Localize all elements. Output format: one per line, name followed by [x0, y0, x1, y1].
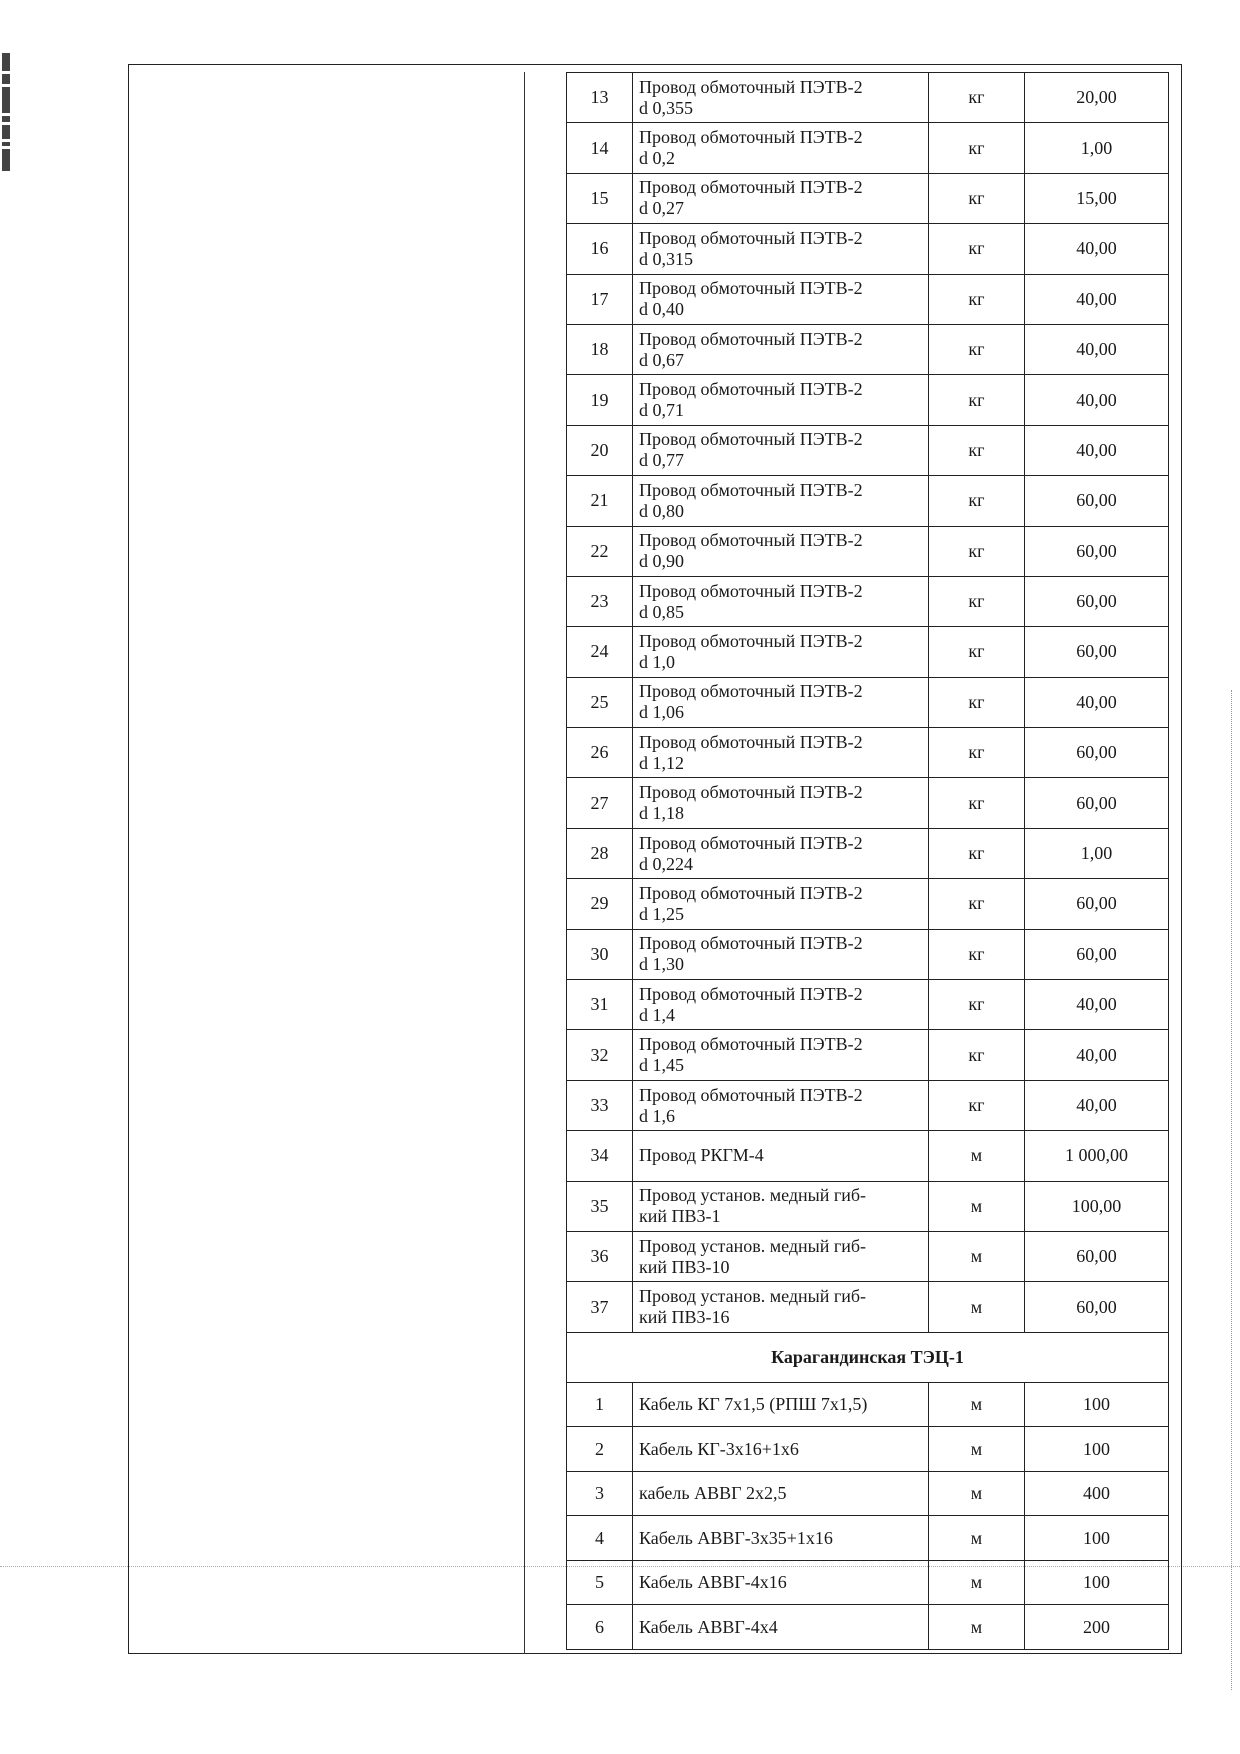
row-number: 2	[567, 1427, 633, 1472]
row-quantity: 60,00	[1025, 576, 1169, 626]
table-row	[567, 425, 1169, 475]
row-name-line1: Провод РКГМ-4	[639, 1145, 764, 1166]
scan-edge-dots-right	[1231, 690, 1234, 1690]
row-name-line2: d 0,40	[639, 299, 684, 320]
row-name	[633, 274, 929, 324]
row-unit: кг	[929, 476, 1025, 526]
row-number: 14	[567, 123, 633, 173]
row-name-line2: d 1,4	[639, 1004, 675, 1025]
row-number: 35	[567, 1181, 633, 1231]
row-name-line2: d 0,315	[639, 248, 693, 269]
scan-edge-marks	[0, 50, 12, 350]
row-name	[633, 980, 929, 1030]
row-unit: кг	[929, 1080, 1025, 1130]
row-name	[633, 677, 929, 727]
row-name-line1: Провод обмоточный ПЭТВ-2	[639, 1034, 863, 1055]
row-quantity: 60,00	[1025, 728, 1169, 778]
row-unit: м	[929, 1282, 1025, 1332]
table-row	[567, 980, 1169, 1030]
row-name-line2: d 1,6	[639, 1105, 675, 1126]
row-name	[633, 828, 929, 878]
row-quantity: 60,00	[1025, 1282, 1169, 1332]
row-name-line2: кий ПВ3-16	[639, 1307, 730, 1328]
row-name	[633, 1282, 929, 1332]
row-quantity: 40,00	[1025, 375, 1169, 425]
row-name-line2: d 0,27	[639, 198, 684, 219]
row-unit: кг	[929, 1030, 1025, 1080]
row-number: 24	[567, 627, 633, 677]
row-name	[633, 1030, 929, 1080]
row-unit: кг	[929, 728, 1025, 778]
row-quantity: 60,00	[1025, 778, 1169, 828]
row-name	[633, 627, 929, 677]
row-name-line2: d 1,12	[639, 752, 684, 773]
row-number: 4	[567, 1516, 633, 1561]
row-name: Кабель АВВГ-4х4	[633, 1605, 929, 1650]
row-unit: кг	[929, 929, 1025, 979]
section-title: Карагандинская ТЭЦ-1	[567, 1332, 1169, 1382]
row-number: 23	[567, 576, 633, 626]
row-quantity: 100	[1025, 1382, 1169, 1427]
row-name	[633, 728, 929, 778]
row-name	[633, 929, 929, 979]
row-quantity: 40,00	[1025, 980, 1169, 1030]
row-number: 21	[567, 476, 633, 526]
table-row	[567, 1382, 1169, 1427]
row-number: 16	[567, 224, 633, 274]
row-quantity: 40,00	[1025, 1030, 1169, 1080]
row-quantity: 40,00	[1025, 274, 1169, 324]
table-row	[567, 476, 1169, 526]
row-number: 37	[567, 1282, 633, 1332]
row-quantity: 60,00	[1025, 526, 1169, 576]
row-unit: кг	[929, 123, 1025, 173]
row-name: Кабель КГ-3х16+1х6	[633, 1427, 929, 1472]
row-quantity: 100	[1025, 1560, 1169, 1605]
table-row	[567, 576, 1169, 626]
row-number: 17	[567, 274, 633, 324]
row-unit: кг	[929, 274, 1025, 324]
row-name-line2: d 1,30	[639, 954, 684, 975]
row-name-line2: d 0,355	[639, 97, 693, 118]
row-quantity: 40,00	[1025, 324, 1169, 374]
row-name-line2: d 0,67	[639, 349, 684, 370]
table-row	[567, 929, 1169, 979]
row-unit: м	[929, 1605, 1025, 1650]
table-row	[567, 1282, 1169, 1332]
row-name-line1: Провод обмоточный ПЭТВ-2	[639, 1084, 863, 1105]
row-name-line2: кий ПВ3-1	[639, 1206, 721, 1227]
table-row	[567, 677, 1169, 727]
row-name	[633, 425, 929, 475]
row-number: 5	[567, 1560, 633, 1605]
row-number: 15	[567, 173, 633, 223]
table-row	[567, 1231, 1169, 1281]
row-number: 25	[567, 677, 633, 727]
row-number: 26	[567, 728, 633, 778]
row-quantity: 60,00	[1025, 476, 1169, 526]
row-name-line1: Провод обмоточный ПЭТВ-2	[639, 76, 863, 97]
row-name	[633, 1181, 929, 1231]
row-name: Кабель АВВГ-3х35+1х16	[633, 1516, 929, 1561]
row-name-line1: Провод обмоточный ПЭТВ-2	[639, 983, 863, 1004]
row-name-line1: Провод обмоточный ПЭТВ-2	[639, 731, 863, 752]
table-row	[567, 1181, 1169, 1231]
row-quantity: 40,00	[1025, 677, 1169, 727]
table-row	[567, 173, 1169, 223]
row-quantity: 15,00	[1025, 173, 1169, 223]
row-number: 33	[567, 1080, 633, 1130]
row-name-line1: Провод обмоточный ПЭТВ-2	[639, 127, 863, 148]
row-name-line2: d 0,80	[639, 500, 684, 521]
row-quantity: 40,00	[1025, 224, 1169, 274]
row-name: кабель АВВГ 2х2,5	[633, 1471, 929, 1516]
row-name-line1: Провод установ. медный гиб-	[639, 1286, 867, 1307]
row-unit: кг	[929, 576, 1025, 626]
table-row	[567, 1471, 1169, 1516]
inner-column-divider	[524, 72, 525, 1654]
row-number: 34	[567, 1131, 633, 1181]
row-quantity: 1,00	[1025, 828, 1169, 878]
row-name	[633, 375, 929, 425]
table-row	[567, 224, 1169, 274]
table-body-part2	[567, 1382, 1169, 1649]
row-unit: м	[929, 1382, 1025, 1427]
items-table-wrapper	[566, 72, 1168, 1650]
row-name	[633, 224, 929, 274]
row-name	[633, 73, 929, 123]
row-quantity: 60,00	[1025, 879, 1169, 929]
row-unit: кг	[929, 828, 1025, 878]
row-number: 3	[567, 1471, 633, 1516]
row-quantity: 60,00	[1025, 929, 1169, 979]
row-name-line1: Провод обмоточный ПЭТВ-2	[639, 933, 863, 954]
row-number: 20	[567, 425, 633, 475]
table-row	[567, 1560, 1169, 1605]
row-unit: кг	[929, 324, 1025, 374]
row-name	[633, 778, 929, 828]
row-unit: кг	[929, 173, 1025, 223]
row-name-line1: Провод обмоточный ПЭТВ-2	[639, 429, 863, 450]
row-number: 27	[567, 778, 633, 828]
table-row	[567, 1080, 1169, 1130]
row-name-line2: d 0,90	[639, 551, 684, 572]
row-name-line1: Провод обмоточный ПЭТВ-2	[639, 479, 863, 500]
row-unit: м	[929, 1131, 1025, 1181]
row-unit: кг	[929, 778, 1025, 828]
table-row	[567, 1030, 1169, 1080]
row-unit: кг	[929, 73, 1025, 123]
row-name	[633, 173, 929, 223]
row-name-line1: Провод обмоточный ПЭТВ-2	[639, 882, 863, 903]
table-row	[567, 1427, 1169, 1472]
row-unit: м	[929, 1560, 1025, 1605]
table-row	[567, 879, 1169, 929]
row-number: 31	[567, 980, 633, 1030]
row-number: 29	[567, 879, 633, 929]
row-name-line2: d 1,45	[639, 1055, 684, 1076]
row-number: 1	[567, 1382, 633, 1427]
row-unit: м	[929, 1181, 1025, 1231]
row-quantity: 60,00	[1025, 627, 1169, 677]
table-body-part1	[567, 73, 1169, 1333]
row-name-line1: Провод обмоточный ПЭТВ-2	[639, 379, 863, 400]
row-unit: кг	[929, 879, 1025, 929]
row-quantity: 100	[1025, 1516, 1169, 1561]
row-number: 6	[567, 1605, 633, 1650]
items-table	[566, 72, 1169, 1650]
row-name-line2: d 1,0	[639, 651, 675, 672]
section-row	[567, 1332, 1169, 1382]
row-name-line1: Провод обмоточный ПЭТВ-2	[639, 832, 863, 853]
row-name-line1: Провод обмоточный ПЭТВ-2	[639, 580, 863, 601]
row-name-line2: d 0,71	[639, 400, 684, 421]
row-name-line1: Провод обмоточный ПЭТВ-2	[639, 681, 863, 702]
row-name-line2: d 1,06	[639, 702, 684, 723]
table-row	[567, 778, 1169, 828]
row-name-line2: d 0,224	[639, 853, 693, 874]
row-name-line2: d 1,18	[639, 803, 684, 824]
row-unit: кг	[929, 375, 1025, 425]
table-row	[567, 274, 1169, 324]
row-number: 19	[567, 375, 633, 425]
row-name: Кабель АВВГ-4х16	[633, 1560, 929, 1605]
row-unit: м	[929, 1471, 1025, 1516]
table-row	[567, 375, 1169, 425]
row-name-line1: Провод обмоточный ПЭТВ-2	[639, 530, 863, 551]
row-quantity: 1,00	[1025, 123, 1169, 173]
row-name-line1: Провод обмоточный ПЭТВ-2	[639, 630, 863, 651]
row-number: 32	[567, 1030, 633, 1080]
row-name	[633, 1231, 929, 1281]
row-unit: кг	[929, 980, 1025, 1030]
row-number: 18	[567, 324, 633, 374]
row-name-line1: Провод установ. медный гиб-	[639, 1185, 867, 1206]
row-quantity: 400	[1025, 1471, 1169, 1516]
table-row	[567, 123, 1169, 173]
row-number: 36	[567, 1231, 633, 1281]
row-name: Кабель КГ 7х1,5 (РПШ 7х1,5)	[633, 1382, 929, 1427]
row-name-line2: d 0,85	[639, 601, 684, 622]
row-name	[633, 526, 929, 576]
table-row	[567, 828, 1169, 878]
row-number: 30	[567, 929, 633, 979]
row-name-line1: Провод обмоточный ПЭТВ-2	[639, 278, 863, 299]
row-unit: кг	[929, 224, 1025, 274]
row-name-line1: Провод обмоточный ПЭТВ-2	[639, 782, 863, 803]
row-quantity: 100,00	[1025, 1181, 1169, 1231]
row-unit: кг	[929, 677, 1025, 727]
row-name-line2: кий ПВ3-10	[639, 1256, 730, 1277]
row-quantity: 20,00	[1025, 73, 1169, 123]
row-quantity: 1 000,00	[1025, 1131, 1169, 1181]
row-name	[633, 123, 929, 173]
table-row	[567, 526, 1169, 576]
row-quantity: 200	[1025, 1605, 1169, 1650]
row-name-line2: d 0,77	[639, 450, 684, 471]
row-quantity: 40,00	[1025, 425, 1169, 475]
row-name-line2: d 0,2	[639, 148, 675, 169]
row-name-line1: Провод обмоточный ПЭТВ-2	[639, 328, 863, 349]
table-row	[567, 1516, 1169, 1561]
row-quantity: 40,00	[1025, 1080, 1169, 1130]
table-row	[567, 73, 1169, 123]
row-number: 22	[567, 526, 633, 576]
row-unit: кг	[929, 526, 1025, 576]
row-name-line1: Провод обмоточный ПЭТВ-2	[639, 177, 863, 198]
row-name	[633, 879, 929, 929]
row-name	[633, 476, 929, 526]
table-row	[567, 1131, 1169, 1181]
table-row	[567, 627, 1169, 677]
table-row	[567, 1605, 1169, 1650]
row-name-line2: d 1,25	[639, 903, 684, 924]
row-name-line1: Провод обмоточный ПЭТВ-2	[639, 227, 863, 248]
table-row	[567, 324, 1169, 374]
row-unit: кг	[929, 627, 1025, 677]
table-section-header	[567, 1332, 1169, 1382]
row-quantity: 60,00	[1025, 1231, 1169, 1281]
table-row	[567, 728, 1169, 778]
row-name	[633, 1080, 929, 1130]
row-name	[633, 576, 929, 626]
row-number: 13	[567, 73, 633, 123]
row-unit: м	[929, 1427, 1025, 1472]
row-name	[633, 1131, 929, 1181]
row-name-line1: Провод установ. медный гиб-	[639, 1235, 867, 1256]
row-unit: м	[929, 1516, 1025, 1561]
row-unit: м	[929, 1231, 1025, 1281]
row-unit: кг	[929, 425, 1025, 475]
row-number: 28	[567, 828, 633, 878]
row-quantity: 100	[1025, 1427, 1169, 1472]
row-name	[633, 324, 929, 374]
